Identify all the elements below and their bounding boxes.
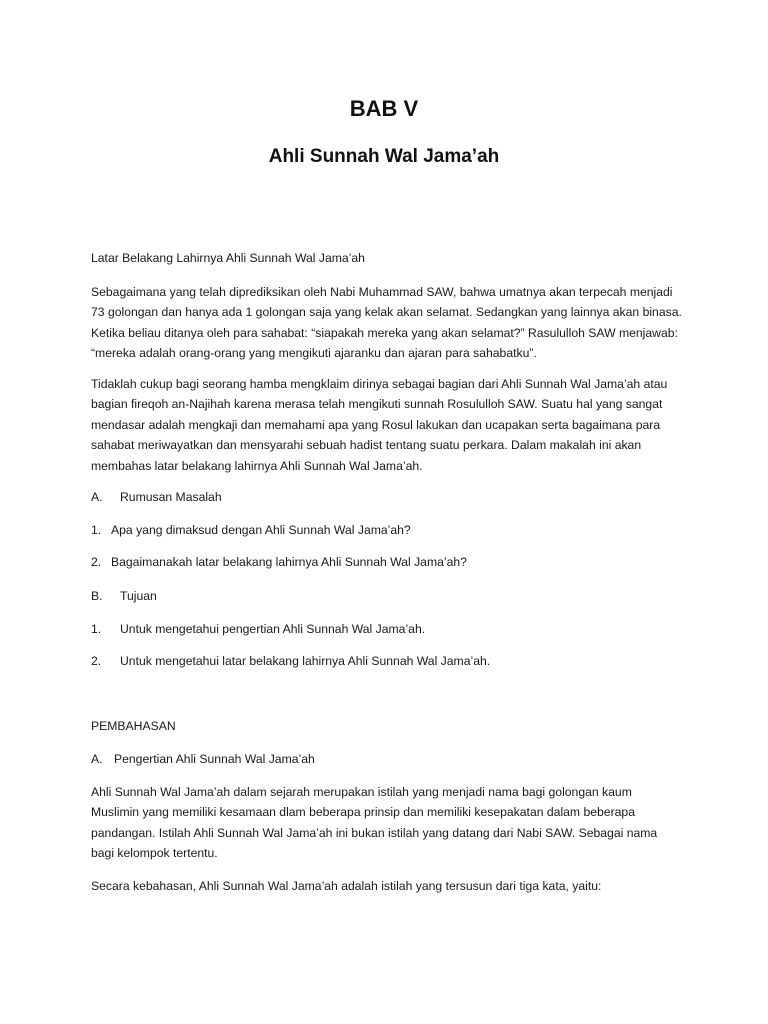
list-marker: 2. xyxy=(91,555,102,569)
goal-item xyxy=(91,651,490,671)
question-item xyxy=(91,520,411,540)
section-heading-background: Latar Belakang Lahirnya Ahli Sunnah Wal Jama’ah xyxy=(91,251,365,265)
list-marker: 2. xyxy=(91,654,102,668)
list-marker: B. xyxy=(91,589,103,603)
chapter-heading: BAB V xyxy=(349,96,419,121)
goal-item xyxy=(91,619,425,639)
list-marker: A. xyxy=(91,752,103,766)
pembahasan-heading: PEMBAHASAN xyxy=(91,719,176,733)
tujuan-heading xyxy=(91,586,157,606)
paragraph-definition: Ahli Sunnah Wal Jama’ah dalam sejarah merupakan istilah yang menjadi nama bagi golongan kaum Muslimin yang memiliki kesamaan dlam beberapa prinsip dan memiliki kesepakatan dalam beberapa pandangan. Istilah Ahli Sunnah Wal Jama’ah ini bukan istilah yang datang dari Nabi SAW. Sebagai nama bagi kelompok tertentu. xyxy=(91,785,658,861)
tujuan-label: Tujuan xyxy=(120,589,157,603)
document-title: Ahli Sunnah Wal Jama’ah xyxy=(268,146,500,167)
paragraph-etymology: Secara kebahasan, Ahli Sunnah Wal Jama’ah adalah istilah yang tersusun dari tiga kata, yaitu: xyxy=(91,879,602,893)
paragraph-intro: Sebagaimana yang telah diprediksikan oleh Nabi Muhammad SAW, bahwa umatnya akan terpecah menjadi 73 golongan dan hanya ada 1 golongan saja yang kelak akan selamat. Sedangkan yang lainnya akan binasa. Ketika beliau ditanya oleh para sahabat: “siapakah mereka yang akan selamat?” Rasululloh SAW menjawab: “mereka adalah orang-orang yang mengikuti ajaranku dan ajaran para sahabatku”. xyxy=(91,285,682,361)
question-text: Apa yang dimaksud dengan Ahli Sunnah Wal Jama’ah? xyxy=(111,523,411,537)
goal-text: Untuk mengetahui pengertian Ahli Sunnah Wal Jama’ah. xyxy=(120,622,426,636)
question-item xyxy=(91,552,467,572)
paragraph-background: Tidaklah cukup bagi seorang hamba mengklaim dirinya sebagai bagian dari Ahli Sunnah Wal Jama’ah atau bagian fireqoh an-Najihah karena merasa telah mengikuti sunnah Rosululloh SAW. Suatu hal yang sangat mendasar adalah mengkaji dan memahami apa yang Rosul lakukan dan ucapakan serta bagaimana para sahabat meriwayatkan dan mensyarahi sebuah hadist tentang suatu perkara. Dalam makalah ini akan membahas latar belakang lahirnya Ahli Sunnah Wal Jama’ah. xyxy=(91,377,668,473)
list-marker: A. xyxy=(91,490,103,504)
pengertian-label: Pengertian Ahli Sunnah Wal Jama’ah xyxy=(114,752,315,766)
list-marker: 1. xyxy=(91,622,102,636)
pengertian-heading xyxy=(91,749,315,769)
rumusan-label: Rumusan Masalah xyxy=(120,490,222,504)
rumusan-heading xyxy=(91,487,222,507)
list-marker: 1. xyxy=(91,523,102,537)
question-text: Bagaimanakah latar belakang lahirnya Ahli Sunnah Wal Jama’ah? xyxy=(111,555,467,569)
goal-text: Untuk mengetahui latar belakang lahirnya Ahli Sunnah Wal Jama’ah. xyxy=(120,654,491,668)
